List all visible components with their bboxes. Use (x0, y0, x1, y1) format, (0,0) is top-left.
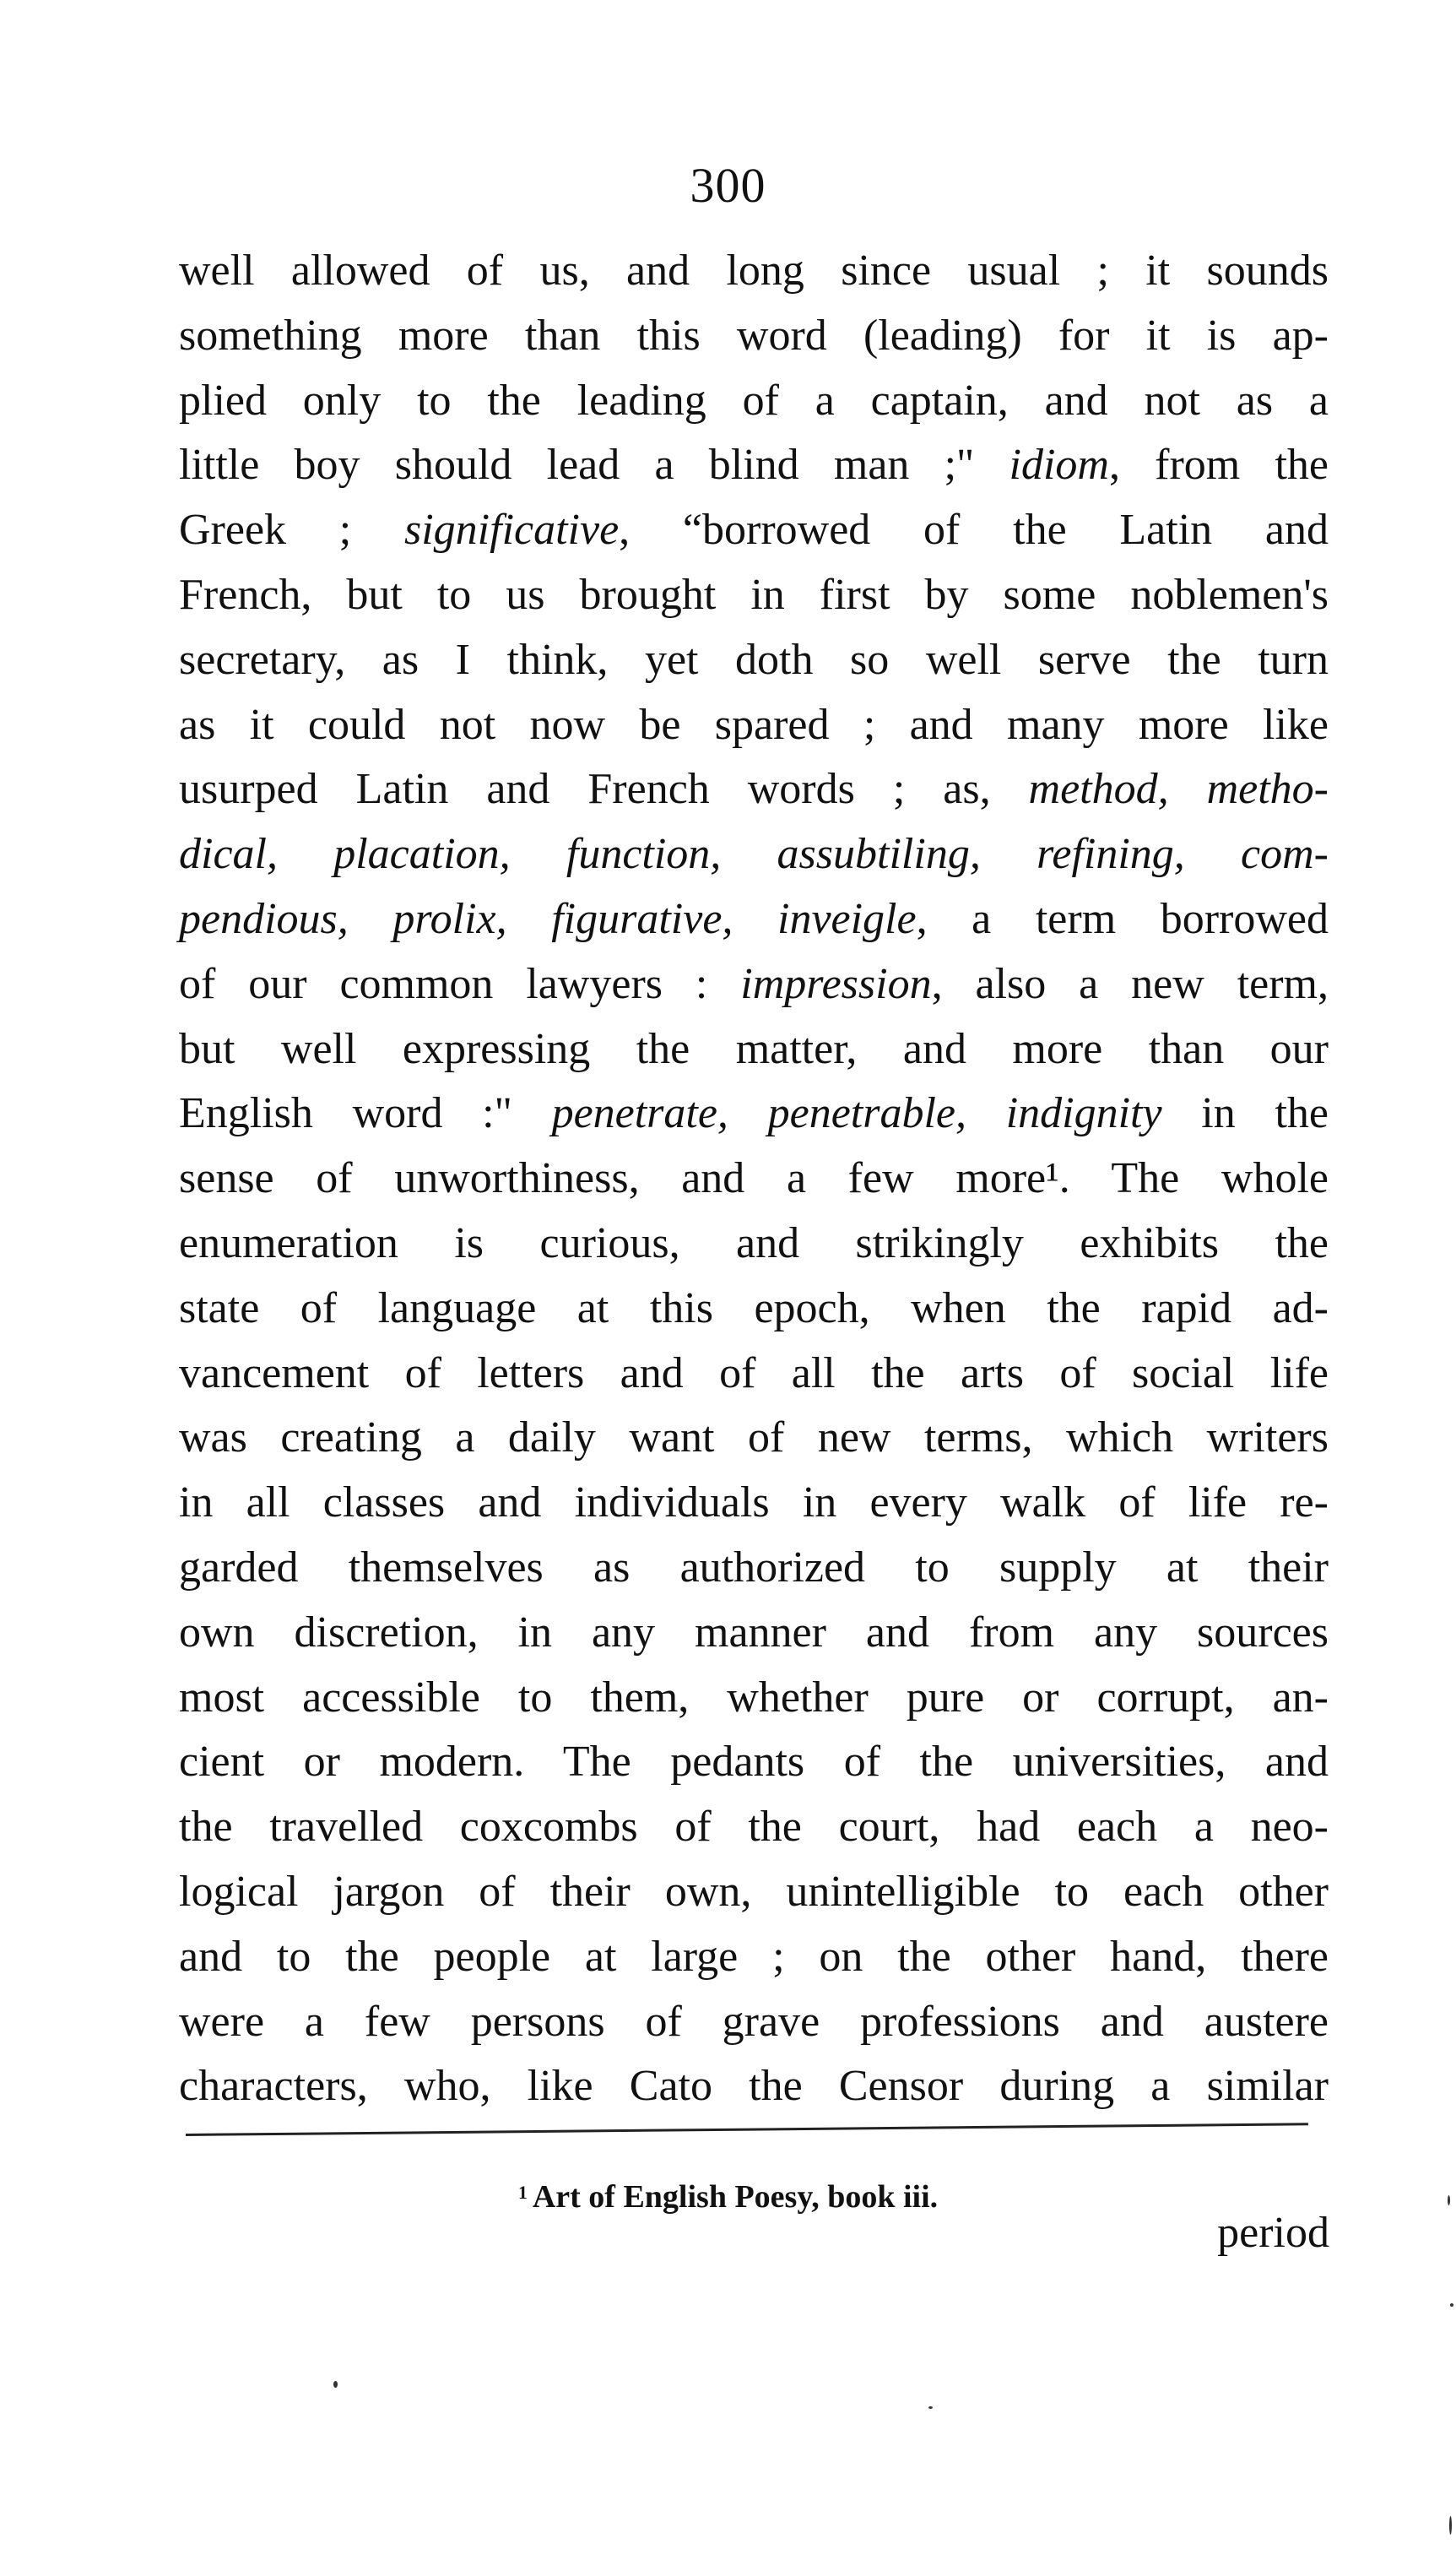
page-number: 300 (690, 158, 766, 213)
text-run: , a term borrowed (916, 894, 1329, 943)
text-run: own discretion, in any manner and from any sources (179, 1608, 1329, 1657)
text-run: vancement of letters and of all the arts of social life (179, 1348, 1329, 1397)
text-line (179, 1795, 1329, 1860)
text-line (179, 757, 1329, 822)
text-run: in all classes and individuals in every walk of life re- (179, 1478, 1329, 1527)
text-line (179, 1471, 1329, 1536)
text-run: , “borrowed of the Latin and (619, 506, 1329, 555)
text-run: most accessible to them, whether pure or corrupt, an- (179, 1673, 1329, 1722)
text-run: and to the people at large ; on the other hand, there (179, 1932, 1329, 1981)
text-line (179, 693, 1329, 758)
text-line (179, 1147, 1329, 1212)
text-line (179, 1406, 1329, 1471)
text-run: plied only to the leading of a captain, and not as a (179, 376, 1329, 425)
italic-term: significative (404, 506, 620, 555)
text-run: French, but to us brought in first by some noblemen's (179, 570, 1329, 619)
text-run: , from the (1108, 441, 1329, 490)
text-line (179, 1536, 1329, 1601)
footnote-separator-rule (186, 2123, 1308, 2136)
text-run: something more than this word (leading) for it is ap- (179, 311, 1329, 360)
text-line (179, 1666, 1329, 1731)
text-line (179, 822, 1329, 887)
scan-speck (1450, 2303, 1453, 2307)
text-line (179, 304, 1329, 369)
text-run: enumeration is curious, and strikingly exhibits the (179, 1218, 1329, 1267)
text-line (179, 1601, 1329, 1666)
text-line (179, 1342, 1329, 1407)
text-line (179, 887, 1329, 952)
text-run: as it could not now be spared ; and many more like (179, 700, 1329, 749)
italic-term: dical, placation, function, assubtiling, refining, com- (179, 830, 1329, 879)
italic-term: pendious, prolix, figurative, inveigle (179, 894, 917, 943)
text-line (179, 2054, 1329, 2119)
italic-term: idiom (1009, 441, 1109, 490)
text-line (179, 1017, 1329, 1082)
text-line (179, 433, 1329, 498)
text-line (179, 952, 1329, 1017)
text-run: but well expressing the matter, and more than our (179, 1024, 1329, 1073)
text-line (179, 369, 1329, 434)
text-line (179, 1082, 1329, 1147)
text-run: English word :" (179, 1089, 552, 1138)
catchword: period (1217, 2209, 1329, 2257)
italic-term: method, metho- (1028, 765, 1329, 814)
text-run: in the (1161, 1089, 1329, 1138)
text-run: were a few persons of grave professions and austere (179, 1997, 1329, 2046)
text-run: Greek ; (179, 506, 404, 555)
footnote-text: Art of English Poesy, book iii. (532, 2179, 939, 2215)
scan-speck (1449, 2516, 1452, 2535)
text-run: secretary, as I think, yet doth so well serve the turn (179, 635, 1329, 684)
scan-speck (333, 2381, 338, 2388)
body-text (179, 239, 1329, 2119)
text-run: little boy should lead a blind man ;" (179, 441, 1009, 490)
text-line (179, 1277, 1329, 1342)
text-line (179, 1730, 1329, 1795)
text-line (179, 628, 1329, 693)
text-run: garded themselves as authorized to supply at their (179, 1543, 1329, 1592)
text-line (179, 563, 1329, 628)
text-line (179, 1212, 1329, 1277)
text-run: sense of unworthiness, and a few more¹. The whole (179, 1154, 1329, 1203)
text-line (179, 1925, 1329, 1990)
text-run: well allowed of us, and long since usual ; it sounds (179, 247, 1329, 295)
text-run: of our common lawyers : (179, 959, 741, 1008)
text-run: , also a new term, (931, 959, 1329, 1008)
text-run: state of language at this epoch, when the rapid ad- (179, 1283, 1329, 1332)
scan-speck (928, 2406, 933, 2409)
text-run: the travelled coxcombs of the court, had each a neo- (179, 1803, 1329, 1852)
scan-speck (1448, 2195, 1450, 2205)
text-line (179, 498, 1329, 563)
text-run: cient or modern. The pedants of the universities, and (179, 1738, 1329, 1787)
text-line (179, 1860, 1329, 1925)
text-run: was creating a daily want of new terms, which writers (179, 1413, 1329, 1462)
text-run: logical jargon of their own, unintelligible to each other (179, 1867, 1329, 1916)
italic-term: penetrate, penetrable, indignity (551, 1089, 1162, 1138)
text-run: characters, who, like Cato the Censor during a similar (179, 2062, 1329, 2111)
footnote-marker: 1 (517, 2182, 528, 2203)
italic-term: impression (740, 959, 932, 1008)
text-run: usurped Latin and French words ; as, (179, 765, 1029, 814)
text-line (179, 1990, 1329, 2055)
text-line (179, 239, 1329, 304)
